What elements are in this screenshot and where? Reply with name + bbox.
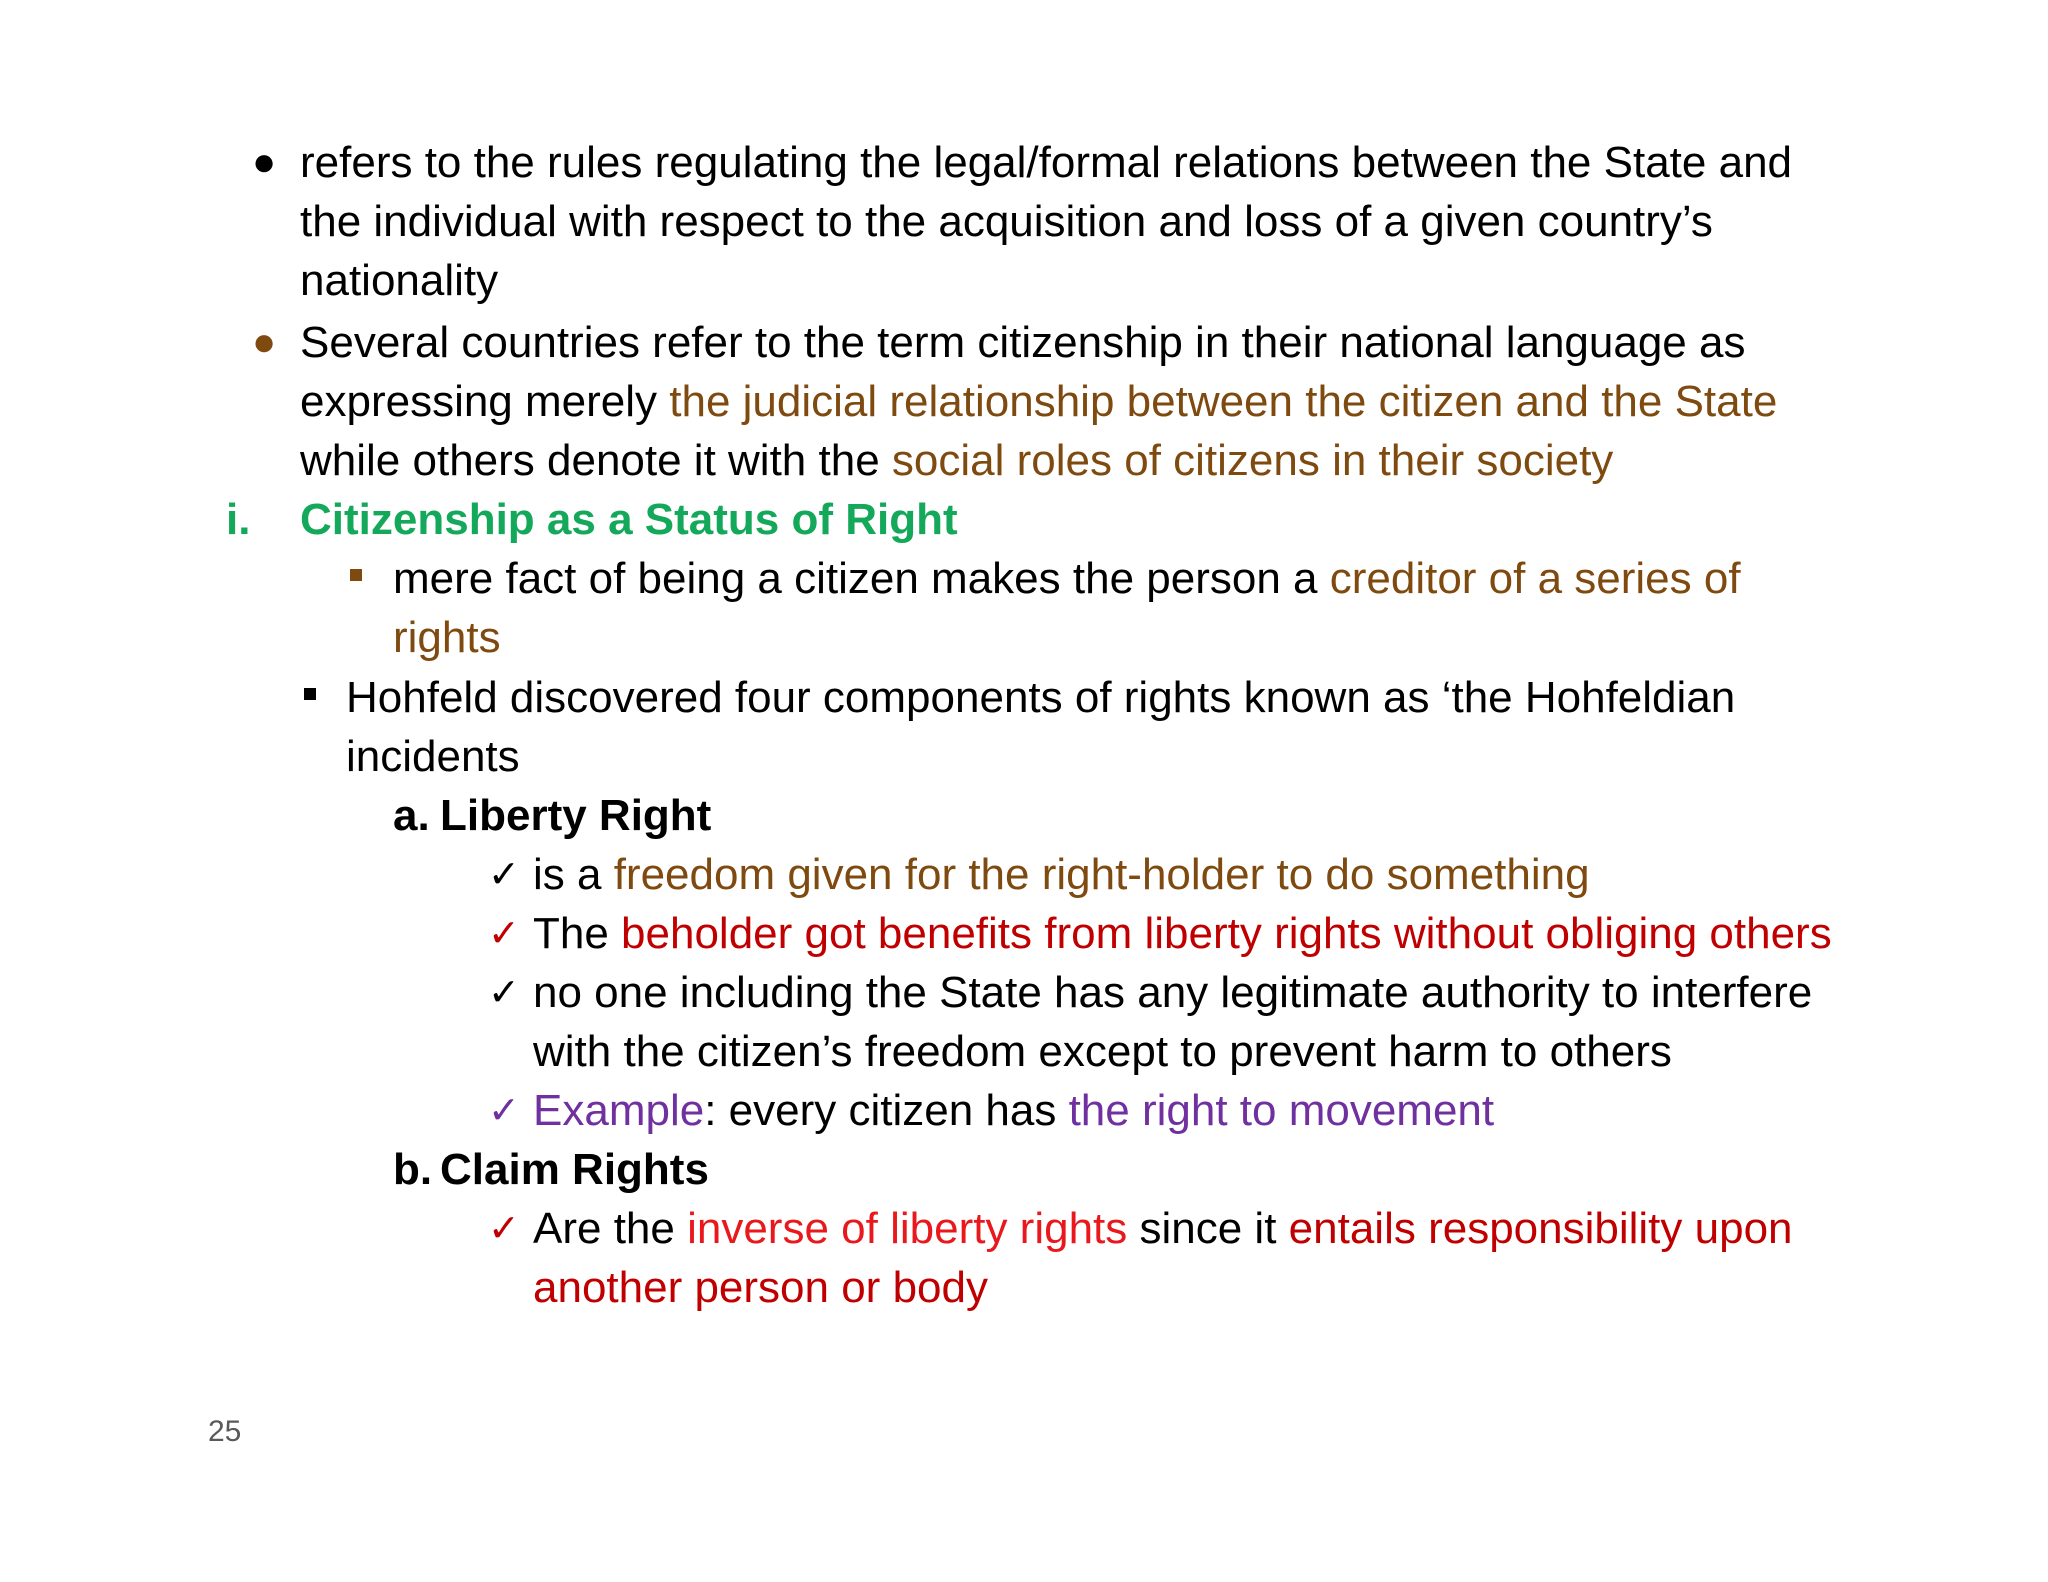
checkmark-icon: ✓ — [488, 911, 520, 955]
claim-check-1-line-1 — [533, 1199, 1793, 1258]
subsection-a-marker: a. — [393, 791, 430, 840]
section-point-1-line-1 — [393, 549, 1741, 608]
bullet-2-line-2 — [300, 372, 1777, 431]
liberty-check-3-line-1: no one including the State has any legitimate authority to interfere — [533, 968, 1813, 1017]
liberty-check-1-text: is a — [533, 850, 614, 899]
liberty-check-3-line-2: with the citizen’s freedom except to prevent harm to others — [533, 1027, 1672, 1076]
section-title: Citizenship as a Status of Right — [300, 495, 958, 544]
liberty-check-1 — [533, 845, 1590, 904]
section-point-1-highlight: creditor of a series of — [1329, 554, 1741, 603]
checkmark-icon: ✓ — [488, 1088, 520, 1132]
claim-check-1-highlight: inverse of liberty rights — [687, 1204, 1128, 1253]
liberty-check-2-text: The — [533, 909, 622, 958]
section-point-1-text: mere fact of being a citizen makes the person a — [393, 554, 1330, 603]
subsection-b-marker: b. — [393, 1145, 433, 1194]
bullet-2-text: expressing merely — [300, 377, 670, 426]
liberty-check-2 — [533, 904, 1832, 963]
section-marker: i. — [226, 495, 251, 544]
claim-check-1-text: Are the — [533, 1204, 688, 1253]
checkmark-icon: ✓ — [488, 1206, 520, 1250]
bullet-2-line-3 — [300, 431, 1613, 490]
bullet-1-line-2: the individual with respect to the acquisition and loss of a given country’s — [300, 197, 1713, 246]
liberty-check-4-highlight: the right to movement — [1068, 1086, 1495, 1135]
liberty-check-4 — [533, 1081, 1494, 1140]
checkmark-icon: ✓ — [488, 970, 520, 1014]
claim-check-1-highlight: entails responsibility upon — [1288, 1204, 1793, 1253]
checkmark-icon: ✓ — [488, 852, 520, 896]
bullet-2-line-1: Several countries refer to the term citizenship in their national language as — [300, 318, 1746, 367]
example-label: Example — [533, 1086, 705, 1135]
claim-check-1-text: since it — [1127, 1204, 1289, 1253]
claim-check-1-line-2: another person or body — [533, 1263, 988, 1312]
subsection-b-title: Claim Rights — [440, 1145, 709, 1194]
section-point-2-line-1: Hohfeld discovered four components of rights known as ‘the Hohfeldian — [346, 673, 1736, 722]
bullet-dot-icon: ● — [252, 140, 277, 184]
bullet-1-line-1: refers to the rules regulating the legal/formal relations between the State and — [300, 138, 1793, 187]
liberty-check-1-highlight: freedom given for the right-holder to do something — [613, 850, 1590, 899]
bullet-2-highlight: the judicial relationship between the citizen and the State — [669, 377, 1778, 426]
bullet-1-line-3: nationality — [300, 256, 499, 305]
section-point-1-line-2: rights — [393, 613, 501, 662]
bullet-dot-icon: ● — [252, 320, 277, 364]
bullet-2-highlight: social roles of citizens in their society — [891, 436, 1614, 485]
liberty-check-2-highlight: beholder got benefits from liberty rights without obliging others — [621, 909, 1832, 958]
brown-square-icon — [350, 569, 362, 581]
black-square-icon — [304, 688, 316, 700]
subsection-a-title: Liberty Right — [440, 791, 712, 840]
section-point-2-line-2: incidents — [346, 732, 520, 781]
bullet-2-text: while others denote it with the — [300, 436, 892, 485]
page-number: 25 — [208, 1415, 242, 1448]
liberty-check-4-text: : every citizen has — [704, 1086, 1069, 1135]
